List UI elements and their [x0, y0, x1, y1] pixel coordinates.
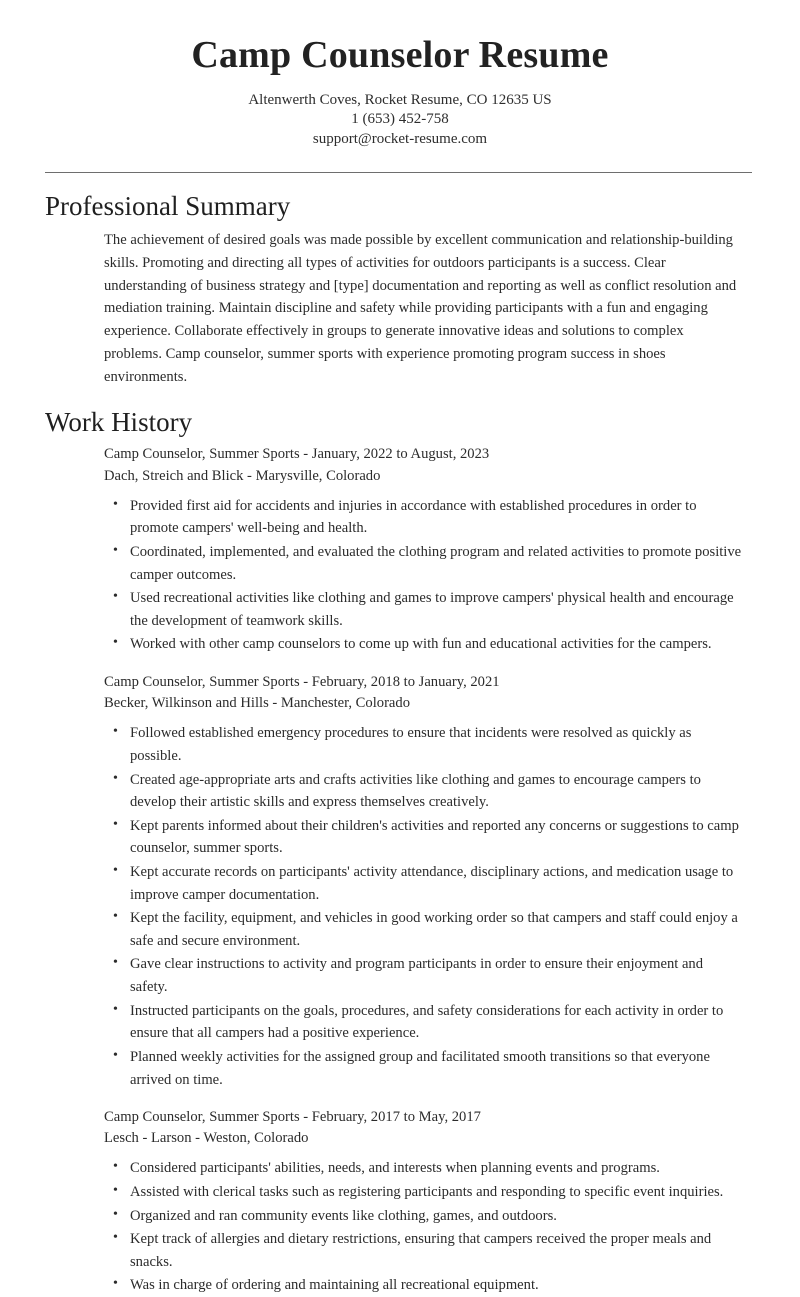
professional-summary-text: The achievement of desired goals was made possible by excellent communication and relationship-building skills. Promoting and directing all types of activities for outdoors participants is a success. Clear understanding of business strategy and [type] documentation and reporting as well as conflict resolution and mediation training. Maintain discipline and safety while providing participants with a fun and engaging experience. Collaborate effectively in groups to generate innovative ideas and solutions to complex problems. Camp counselor, summer sports with experience promoting program success in shoes environments.	[104, 231, 737, 386]
job-bullet-item: • Gave clear instructions to activity and program participants in order to ensure their enjoyment and safety.	[104, 953, 752, 998]
contact-phone: 1 (653) 452-758	[351, 111, 449, 128]
job-bullet-item: • Kept the facility, equipment, and vehicles in good working order so that campers and staff could enjoy a safe and secure environment.	[104, 907, 752, 952]
job-bullet-item: • Considered participants' abilities, needs, and interests when planning events and programs.	[104, 1157, 752, 1180]
section-work-history	[0, 406, 800, 1297]
job-company-line: Becker, Wilkinson and Hills - Manchester, Colorado	[104, 695, 410, 712]
contact-email: support@rocket-resume.com	[312, 131, 488, 148]
job-company-line: Dach, Streich and Blick - Marysville, Colorado	[104, 467, 381, 484]
job-bullet-list	[104, 1157, 752, 1297]
job-bullet-item: • Created age-appropriate arts and crafts activities like clothing and games to encourage campers to develop their artistic skills and express themselves creatively.	[104, 769, 752, 814]
job-bullet-list	[104, 722, 752, 1091]
work-history-entry	[104, 444, 752, 656]
job-title-line: Camp Counselor, Summer Sports - February, 2018 to January, 2021	[104, 674, 500, 691]
job-bullet-list	[104, 495, 752, 656]
job-company-line: Lesch - Larson - Weston, Colorado	[104, 1130, 309, 1147]
header-divider	[45, 172, 752, 173]
resume-header	[0, 0, 800, 150]
contact-address: Altenwerth Coves, Rocket Resume, CO 12635 US	[248, 91, 552, 108]
section-professional-summary	[0, 190, 800, 389]
work-history-list	[104, 444, 752, 1297]
work-history-body	[45, 444, 752, 1297]
job-bullet-item: • Assisted with clerical tasks such as registering participants and responding to specific event inquiries.	[104, 1181, 752, 1204]
job-bullet-item: • Kept accurate records on participants' activity attendance, disciplinary actions, and medication usage to improve camper documentation.	[104, 861, 752, 906]
section-heading-work-history: Work History	[45, 407, 193, 438]
job-bullet-item: • Followed established emergency procedures to ensure that incidents were resolved as quickly as possible.	[104, 722, 752, 767]
job-bullet-item: • Provided first aid for accidents and injuries in accordance with established procedures in order to promote campers' well-being and health.	[104, 495, 752, 540]
work-history-entry	[104, 672, 752, 1091]
section-heading-professional-summary: Professional Summary	[45, 191, 291, 222]
job-bullet-item: • Kept track of allergies and dietary restrictions, ensuring that campers received the proper meals and snacks.	[104, 1228, 752, 1273]
job-bullet-item: • Kept parents informed about their children's activities and reported any concerns or suggestions to camp counselor, summer sports.	[104, 815, 752, 860]
job-title-line: Camp Counselor, Summer Sports - February, 2017 to May, 2017	[104, 1109, 481, 1126]
job-title-line: Camp Counselor, Summer Sports - January, 2022 to August, 2023	[104, 446, 490, 463]
page-title: Camp Counselor Resume	[191, 34, 609, 76]
work-history-entry	[104, 1107, 752, 1297]
job-bullet-item: • Instructed participants on the goals, procedures, and safety considerations for each activity in order to ensure that all campers had a positive experience.	[104, 1000, 752, 1045]
job-bullet-item: • Used recreational activities like clothing and games to improve campers' physical health and encourage the development of teamwork skills.	[104, 587, 752, 632]
job-bullet-item: • Organized and ran community events like clothing, games, and outdoors.	[104, 1205, 752, 1228]
job-bullet-item: • Planned weekly activities for the assigned group and facilitated smooth transitions so that everyone arrived on time.	[104, 1046, 752, 1091]
job-bullet-item: • Worked with other camp counselors to come up with fun and educational activities for the campers.	[104, 633, 752, 656]
job-bullet-item: • Coordinated, implemented, and evaluated the clothing program and related activities to promote positive camper outcomes.	[104, 541, 752, 586]
job-bullet-item: • Was in charge of ordering and maintaining all recreational equipment.	[104, 1274, 752, 1297]
professional-summary-body	[45, 229, 752, 389]
